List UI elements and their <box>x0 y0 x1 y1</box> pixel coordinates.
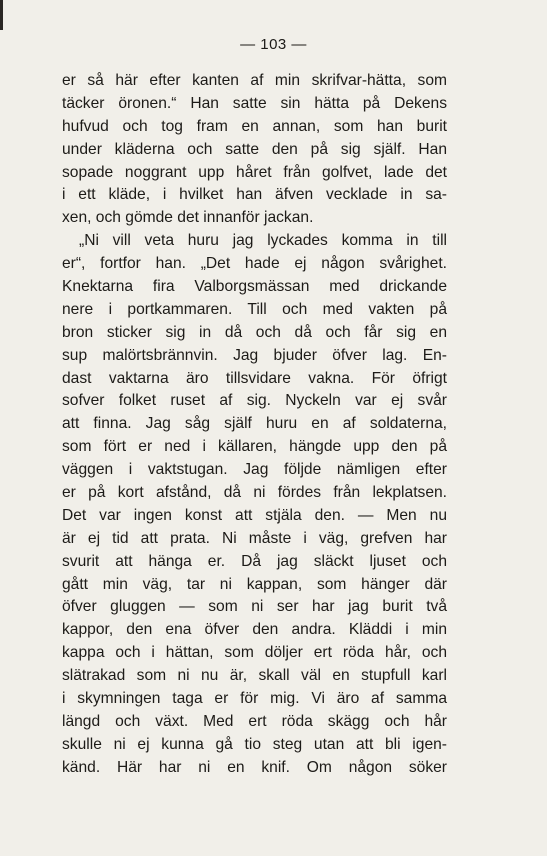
text-line: i ett kläde, i hvilket han äfven vecklade in sa- <box>62 186 447 204</box>
text-line: täcker öronen.“ Han satte sin hätta på Dekens <box>62 94 447 112</box>
text-line: nere i portkammaren. Till och med vakten på <box>62 300 447 318</box>
text-line: svurit att hänga er. Då jag släckt ljuset och <box>62 552 447 570</box>
text-line: xen, och gömde det innanför jackan. <box>62 209 314 227</box>
text-line: är ej tid att prata. Ni måste i väg, grefven har <box>62 529 447 547</box>
text-line: längd och växt. Med ert röda skägg och hår <box>62 712 447 730</box>
text-line: slätrakad som ni nu är, skall väl en stupfull karl <box>62 667 447 685</box>
text-line: sofver folket ruset af sig. Nyckeln var ej svår <box>62 392 447 410</box>
text-line: skulle ni ej kunna gå tio steg utan att bli igen- <box>62 735 447 753</box>
text-line: dast vaktarna äro tillsvidare vakna. För öfrigt <box>62 369 447 387</box>
text-line: er så här efter kanten af min skrifvar-hätta, som <box>62 72 447 89</box>
page-edge-mark <box>0 0 3 30</box>
body-text <box>62 70 447 780</box>
text-line: kappor, den ena öfver den andra. Kläddi i min <box>62 621 447 639</box>
text-line: öfver gluggen — som ni ser har jag burit två <box>62 598 447 616</box>
text-line: sup malörtsbrännvin. Jag bjuder öfver lag. En- <box>62 346 447 364</box>
text-line: väggen i vaktstugan. Jag följde nämligen efter <box>62 461 447 479</box>
text-line: sopade noggrant upp håret från golfvet, lade det <box>62 163 447 181</box>
text-line: hufvud och tog fram en annan, som han burit <box>62 117 447 135</box>
text-line: att finna. Jag såg själf huru en af soldaterna, <box>62 415 447 433</box>
text-line: kappa och i hättan, som döljer ert röda hår, och <box>62 644 447 662</box>
text-line: känd. Här har ni en knif. Om någon söker <box>62 758 447 776</box>
text-line: „Ni vill veta huru jag lyckades komma in till <box>79 232 447 250</box>
text-line: som fört er ned i källaren, hängde upp den på <box>62 438 447 456</box>
text-line: gått min väg, tar ni kappan, som hänger där <box>62 575 447 593</box>
text-line: Det var ingen konst att stjäla den. — Men nu <box>62 506 447 524</box>
text-line: er“, fortfor han. „Det hade ej någon svårighet. <box>62 255 447 273</box>
text-line: Knektarna fira Valborgsmässan med drickande <box>62 278 447 296</box>
page-number: — 103 — <box>240 36 307 53</box>
text-line: i skymningen taga er för mig. Vi äro af samma <box>62 690 447 708</box>
text-line: er på kort afstånd, då ni fördes från lekplatsen. <box>62 484 447 502</box>
text-line: bron sticker sig in då och då och får sig en <box>62 323 447 341</box>
text-line: under kläderna och satte den på sig själf. Han <box>62 140 447 158</box>
